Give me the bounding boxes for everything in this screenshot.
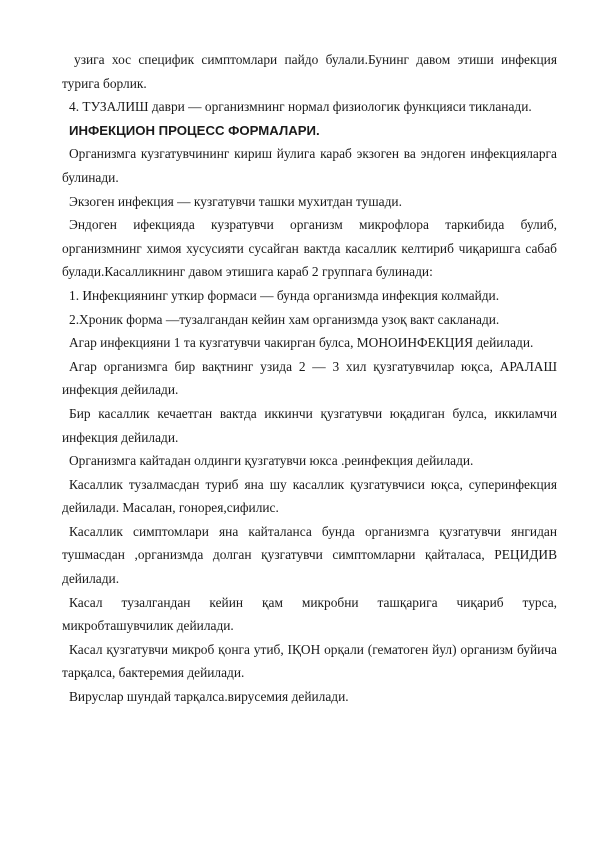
paragraph-4: Экзоген инфекция — кузгатувчи ташки мухитдан тушади. [69, 193, 402, 209]
paragraph-8: Агар инфекцияни 1 та кузгатувчи чакирган булса, МОНОИНФЕКЦИЯ дейилади. [69, 335, 534, 351]
paragraph-10: Бир касаллик кечаетган вактда иккинчи қузгатувчи юқадиган булса, иккиламчи инфекция дейилади. [62, 405, 557, 445]
paragraph-6: 1. Инфекциянинг уткир формаси — бунда организмда инфекция колмайди. [69, 287, 500, 303]
paragraph-14: Касал тузалгандан кейин қам микробни ташқарига чиқариб турса, микробташувчилик дейилади. [62, 594, 557, 634]
paragraph-13: Касаллик симптомлари яна кайталанса бунда организмга қузгатувчи янгидан тушмасдан ,организмда долган қузгатувчи симптомларни қайталаса, РЕЦИДИВ дейилади. [62, 523, 557, 587]
paragraph-11: Организмга кайтадан олдинги қузгатувчи юкса .реинфекция дейилади. [69, 453, 474, 469]
paragraph-12: Касаллик тузалмасдан туриб яна шу касаллик қузгатувчиси юқса, суперинфекция дейилади. Масалан, гонорея,сифилис. [62, 476, 557, 516]
paragraph-3: Организмга кузгатувчининг кириш йулига караб экзоген ва эндоген инфекцияларга булинади. [62, 146, 557, 185]
paragraph-1: узига хос специфик симптомлари пайдо булали.Бунинг давом этиши инфекция турига борлик. [62, 52, 557, 91]
paragraph-9: Агар организмга бир вақтнинг узида 2 — 3 хил қузгатувчилар юқса, АРАЛАШ инфекция дейилади. [62, 358, 557, 398]
document-body [62, 48, 557, 709]
paragraph-2: 4. ТУЗАЛИШ даври — организмнинг нормал физиологик функцияси тикланади. [69, 99, 532, 115]
paragraph-5: Эндоген ифекцияда кузратувчи организм микрофлора таркибида булиб, организмнинг химоя хусусияти сусайган вактда касаллик келтириб чиқаришга сабаб булади.Касалликнинг давом этишига караб 2 группага булинади: [62, 217, 557, 280]
section-heading: ИНФЕКЦИОН ПРОЦЕСС ФОРМАЛАРИ. [69, 122, 320, 138]
paragraph-7: 2.Хроник форма —тузалгандан кейин хам организмда узоқ вакт сакланади. [69, 311, 500, 327]
paragraph-16: Вируслар шундай тарқалса.вирусемия дейилади. [69, 689, 349, 705]
paragraph-15: Касал қузгатувчи микроб қонга утиб, IҚОН орқали (гематоген йул) организм буйича тарқалса, бактеремия дейилади. [62, 641, 557, 681]
